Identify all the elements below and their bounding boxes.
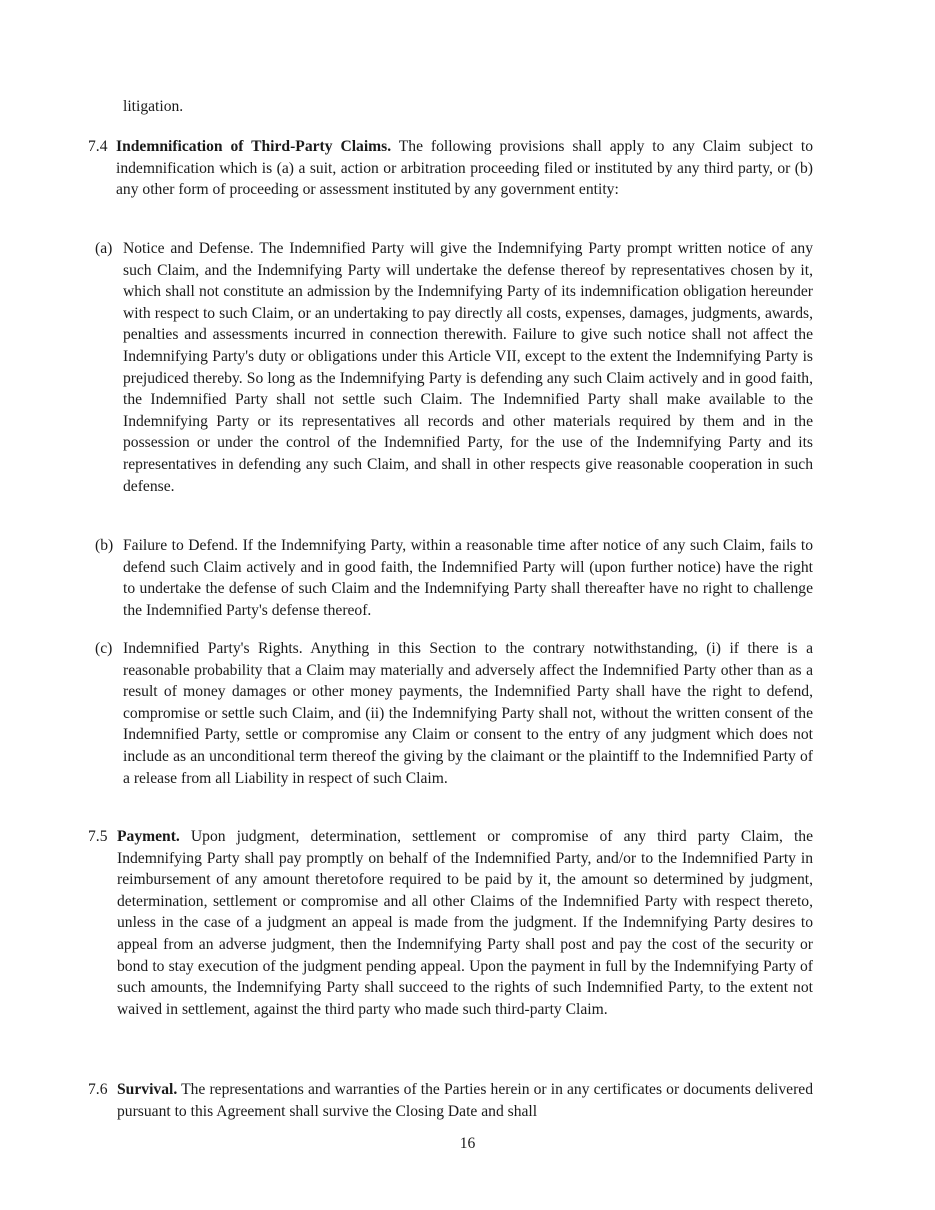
subsection-text: Failure to Defend. If the Indemnifying Party, within a reasonable time after notice of any such Claim, fails to defend such Claim actively and in good faith, the Indemnified Party will (upon further notice) have the right to undertake the defense of such Claim and the Indemnifying Party shall thereafter have no right to challenge the Indemnified Party's defense thereof. — [123, 537, 813, 619]
section-heading: Survival. — [117, 1081, 178, 1098]
subsection-number: (b) — [95, 537, 114, 554]
section-body — [117, 1079, 813, 1122]
section-text: The representations and warranties of the Parties herein or in any certificates or documents delivered pursuant to this Agreement shall survive the Closing Date and shall — [117, 1081, 813, 1120]
subsection-text: Indemnified Party's Rights. Anything in this Section to the contrary notwithstanding, (i) if there is a reasonable probability that a Claim may materially and adversely affect the Indemnified Party other than as a result of money damages or other money payments, the Indemnified Party shall have the right to defend, compromise or settle such Claim, and (ii) the Indemnifying Party shall not, without the written consent of the Indemnified Party, settle or compromise any Claim or consent to the entry of any judgment which does not include as an unconditional term thereof the giving by the claimant or the plaintiff to the Indemnified Party of a release from all Liability in respect of such Claim. — [123, 640, 813, 787]
subsection-body — [123, 238, 813, 497]
subsection-number: (a) — [95, 240, 113, 257]
section-heading: Payment. — [117, 828, 180, 845]
section-text: Upon judgment, determination, settlement or compromise of any third party Claim, the Indemnifying Party shall pay promptly on behalf of the Indemnified Party, and/or to the Indemnified Party in reimbursement of any amount theretofore required to be paid by it, the amount so determined by judgment, determination, settlement or compromise and all other Claims of the Indemnified Party with respect thereto, unless in the case of a judgment an appeal is made from the judgment. If the Indemnifying Party desires to appeal from an adverse judgment, then the Indemnifying Party shall post and pay the cost of the security or bond to stay execution of the judgment pending appeal. Upon the payment in full by the Indemnifying Party of such amounts, the Indemnifying Party shall succeed to the rights of such Indemnified Party, to the extent not waived in settlement, against the third party who made such third-party Claim. — [117, 828, 813, 1018]
section-number: 7.5 — [88, 828, 108, 845]
subsection-body — [123, 638, 813, 789]
section-heading: Indemnification of Third-Party Claims. — [116, 138, 392, 155]
subsection-body — [123, 535, 813, 621]
continuation-text: litigation. — [123, 98, 184, 115]
section-number: 7.4 — [88, 138, 108, 155]
subsection-text: Notice and Defense. The Indemnified Party will give the Indemnifying Party prompt written notice of any such Claim, and the Indemnifying Party will undertake the defense thereof by representatives chosen by it, which shall not constitute an admission by the Indemnifying Party of its indemnification obligation hereunder with respect to such Claim, or an undertaking to pay directly all costs, expenses, damages, judgments, awards, penalties and assessments incurred in connection therewith. Failure to give such notice shall not affect the Indemnifying Party's duty or obligations under this Article VII, except to the extent the Indemnifying Party is prejudiced thereby. So long as the Indemnifying Party is defending any such Claim actively and in good faith, the Indemnified Party shall not settle such Claim. The Indemnified Party shall make available to the Indemnifying Party or its representatives all records and other materials required by them and in the possession or under the control of the Indemnified Party, for the use of the Indemnifying Party and its representatives in defending any such Claim, and shall in other respects give reasonable cooperation in such defense. — [123, 240, 813, 495]
section-body — [116, 136, 813, 201]
section-body — [117, 826, 813, 1020]
section-text: The following provisions shall apply to any Claim subject to indemnification which is (a) a suit, action or arbitration proceeding filed or instituted by any third party, or (b) any other form of proceeding or assessment instituted by any government entity: — [116, 138, 813, 199]
section-number: 7.6 — [88, 1081, 108, 1098]
page-number: 16 — [459, 1135, 476, 1152]
subsection-number: (c) — [95, 640, 113, 657]
